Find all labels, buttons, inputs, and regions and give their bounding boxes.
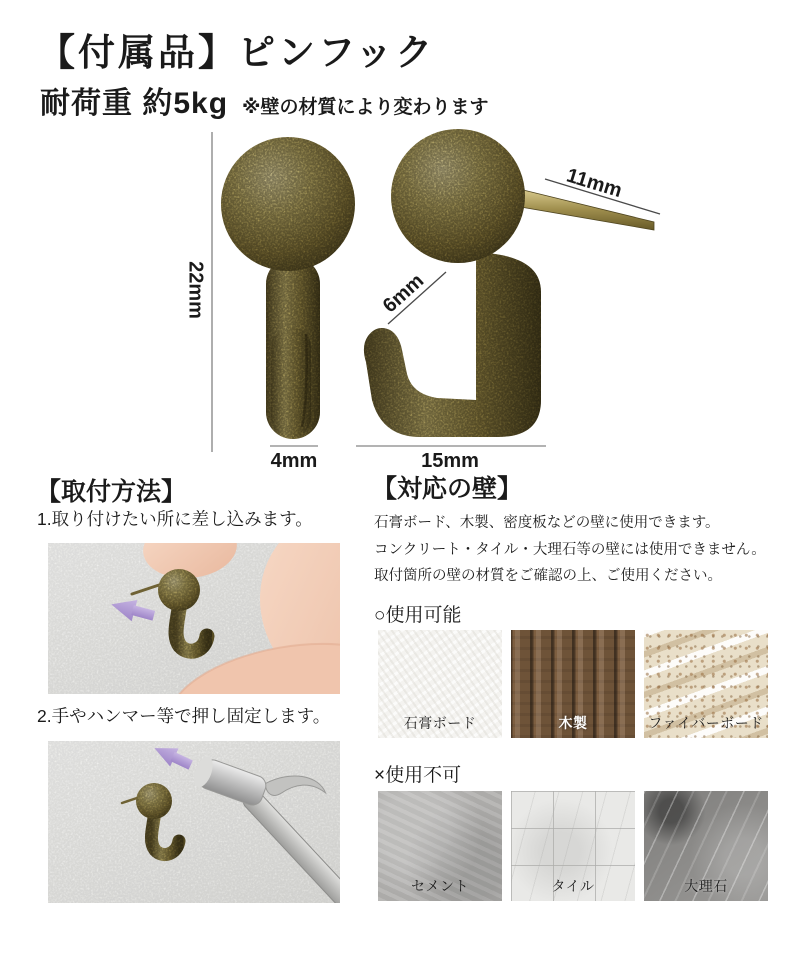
wall-tile-label: 石膏ボード [403,715,477,731]
install-step1-photo [48,543,340,694]
usable-walls-row [378,630,768,738]
walls-description-line: 取付箇所の壁の材質をご確認の上、ご使用ください。 [374,568,722,584]
dim-label-side-depth: 15mm [421,450,479,472]
wall-tile-wood [511,630,635,738]
wall-tile-tile [511,791,635,901]
dim-label-front-width: 4mm [270,450,318,472]
load-capacity: 耐荷重 約5kg [40,87,229,120]
walls-description-line: 石膏ボード、木製、密度板などの壁に使用できます。 [374,515,720,531]
walls-description-line: コンクリート・タイル・大理石等の壁には使用できません。 [374,541,766,558]
walls-description [374,510,766,590]
unusable-walls-row [378,791,768,901]
install-step1-text: 1.取り付けたい所に差し込みます。 [37,509,313,529]
usable-walls-heading: ○使用可能 [374,605,462,626]
unusable-walls-heading: ×使用不可 [374,765,462,786]
walls-section-heading: 【対応の壁】 [372,475,523,503]
load-capacity-row [40,78,489,122]
wall-tile-plasterboard [378,630,502,738]
dim-label-pin: 11mm [563,164,625,203]
wall-tile-label: 木製 [558,715,588,731]
install-step2-text: 2.手やハンマー等で押し固定します。 [37,706,331,726]
dim-label-height: 22mm [184,261,207,319]
page-title: 【付属品】ピンフック [38,32,436,73]
wall-tile-cement [378,791,502,901]
install-section-heading: 【取付方法】 [36,478,187,506]
wall-tile-label: 大理石 [684,878,728,894]
pin [515,188,654,230]
wall-tile-label: セメント [411,878,469,894]
dim-label-hook-opening: 6mm [378,269,429,318]
product-dimension-diagram [0,122,800,474]
load-capacity-note: ※壁の材質により変わります [242,97,489,118]
wall-tile-fiberboard [644,630,768,738]
wall-tile-marble [644,791,768,901]
install-step2-photo [48,741,340,903]
wall-tile-label: ファイバーボード [648,715,764,731]
front-hook-photo [221,137,355,439]
wall-tile-label: タイル [551,878,595,894]
